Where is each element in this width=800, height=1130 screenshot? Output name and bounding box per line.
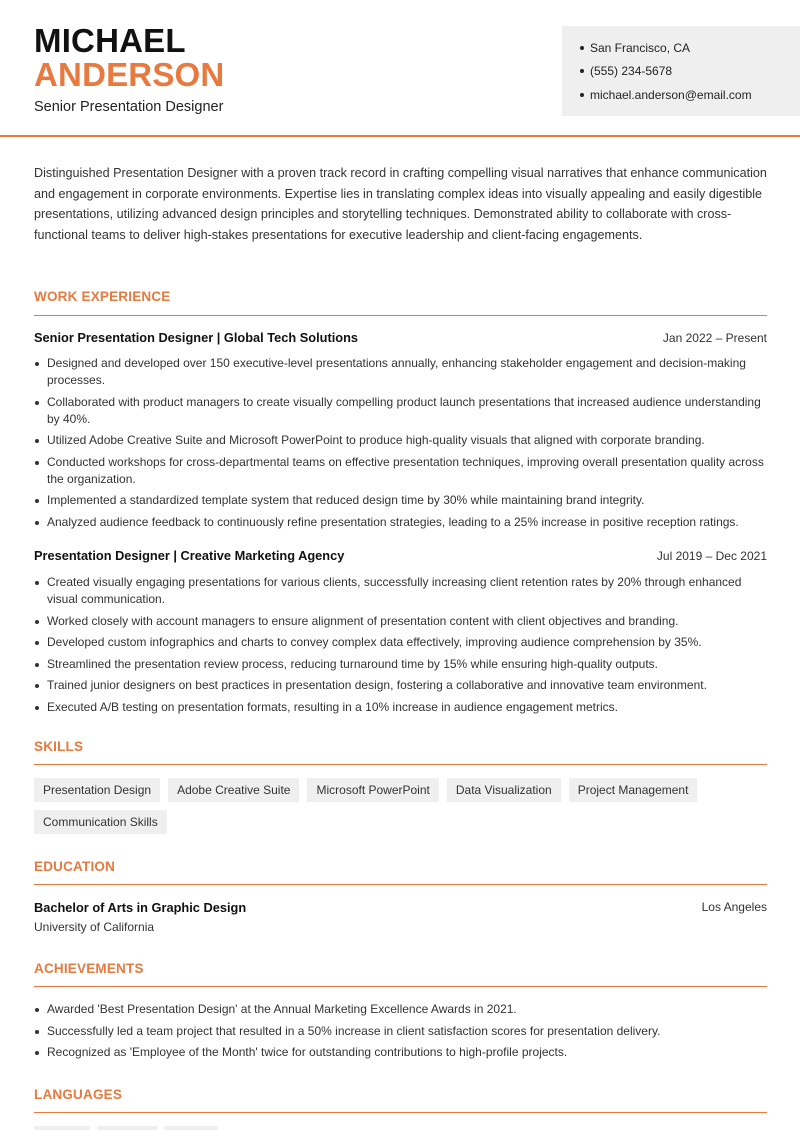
list-item: Designed and developed over 150 executive-level presentations annually, enhancing stakeholder engagement and decision-making processes. <box>34 355 769 389</box>
bullet-icon <box>580 46 584 50</box>
phone-text: (555) 234-5678 <box>590 64 673 78</box>
languages-heading: LANGUAGES <box>34 1087 123 1102</box>
work-experience-heading: WORK EXPERIENCE <box>34 289 171 304</box>
skills-list <box>34 778 774 834</box>
skill-tag: Communication Skills <box>34 810 167 834</box>
job-title: Senior Presentation Designer <box>34 99 224 115</box>
section-divider <box>34 1112 767 1113</box>
job-2-dates: Jul 2019 – Dec 2021 <box>656 549 767 563</box>
list-item: Analyzed audience feedback to continuously refine presentation strategies, leading to a 25% increase in positive reception ratings. <box>34 514 769 531</box>
list-item: Implemented a standardized template system that reduced design time by 30% while maintaining brand integrity. <box>34 492 769 509</box>
list-item: Awarded 'Best Presentation Design' at the Annual Marketing Excellence Awards in 2021. <box>34 1001 769 1018</box>
achievements-list <box>34 1001 769 1066</box>
email-text: michael.anderson@email.com <box>590 88 752 102</box>
job-1-dates: Jan 2022 – Present <box>662 331 767 345</box>
education-location: Los Angeles <box>701 900 767 914</box>
skill-tag: Data Visualization <box>447 778 561 802</box>
section-divider <box>34 884 767 885</box>
contact-phone <box>580 64 672 78</box>
list-item: Collaborated with product managers to create visually compelling product launch presentations that increased audience understanding by 40%. <box>34 394 769 428</box>
resume-header <box>0 0 800 137</box>
list-item: Worked closely with account managers to ensure alignment of presentation content with client objectives and branding. <box>34 613 769 630</box>
location-text: San Francisco, CA <box>590 41 691 55</box>
professional-summary: Distinguished Presentation Designer with a proven track record in crafting compelling visual narratives that enhance communication and engagement in corporate environments. Expertise lies in translating complex ideas into visually appealing and easily digestible presentations, utilizing advanced design principles and storytelling techniques. Demonstrated ability to collaborate with cross-functional teams to deliver high-stakes presentations for executive leadership and client-facing engagements. <box>34 166 767 242</box>
language-tag-clipped <box>164 1126 218 1130</box>
list-item: Created visually engaging presentations for various clients, successfully increasing client retention rates by 20% through enhanced visual communication. <box>34 574 769 608</box>
list-item: Trained junior designers on best practices in presentation design, fostering a collaborative and innovative team environment. <box>34 677 769 694</box>
skill-tag: Project Management <box>569 778 698 802</box>
last-name: ANDERSON <box>34 56 225 93</box>
bullet-icon <box>580 69 584 73</box>
list-item: Successfully led a team project that resulted in a 50% increase in client satisfaction scores for presentation delivery. <box>34 1023 769 1040</box>
job-1-heading: Senior Presentation Designer | Global Tech Solutions <box>34 330 359 345</box>
list-item: Recognized as 'Employee of the Month' twice for outstanding contributions to high-profile projects. <box>34 1044 769 1061</box>
skill-tag: Adobe Creative Suite <box>168 778 299 802</box>
skill-tag: Microsoft PowerPoint <box>307 778 438 802</box>
achievements-heading: ACHIEVEMENTS <box>34 961 144 976</box>
list-item: Executed A/B testing on presentation formats, resulting in a 10% increase in audience engagement metrics. <box>34 699 769 716</box>
education-heading: EDUCATION <box>34 859 116 874</box>
list-item: Conducted workshops for cross-departmental teams on effective presentation techniques, improving overall presentation quality across the organization. <box>34 454 769 488</box>
skills-heading: SKILLS <box>34 739 84 754</box>
education-school: University of California <box>34 920 155 934</box>
contact-email <box>580 88 752 102</box>
language-tag-clipped <box>34 1126 90 1130</box>
contact-box <box>562 26 800 116</box>
skill-tag: Presentation Design <box>34 778 160 802</box>
list-item: Developed custom infographics and charts to convey complex data effectively, improving audience comprehension by 35%. <box>34 634 769 651</box>
bullet-icon <box>580 93 584 97</box>
job-2-bullets <box>34 574 769 720</box>
list-item: Utilized Adobe Creative Suite and Microsoft PowerPoint to produce high-quality visuals that aligned with corporate branding. <box>34 432 769 449</box>
first-name: MICHAEL <box>34 22 186 59</box>
education-degree: Bachelor of Arts in Graphic Design <box>34 900 247 915</box>
job-1-bullets <box>34 355 769 535</box>
section-divider <box>34 764 767 765</box>
contact-location <box>580 41 690 55</box>
list-item: Streamlined the presentation review process, reducing turnaround time by 15% while ensuring high-quality outputs. <box>34 656 769 673</box>
job-2-heading: Presentation Designer | Creative Marketing Agency <box>34 548 345 563</box>
language-tag-clipped <box>97 1126 157 1130</box>
section-divider <box>34 315 767 316</box>
section-divider <box>34 986 767 987</box>
